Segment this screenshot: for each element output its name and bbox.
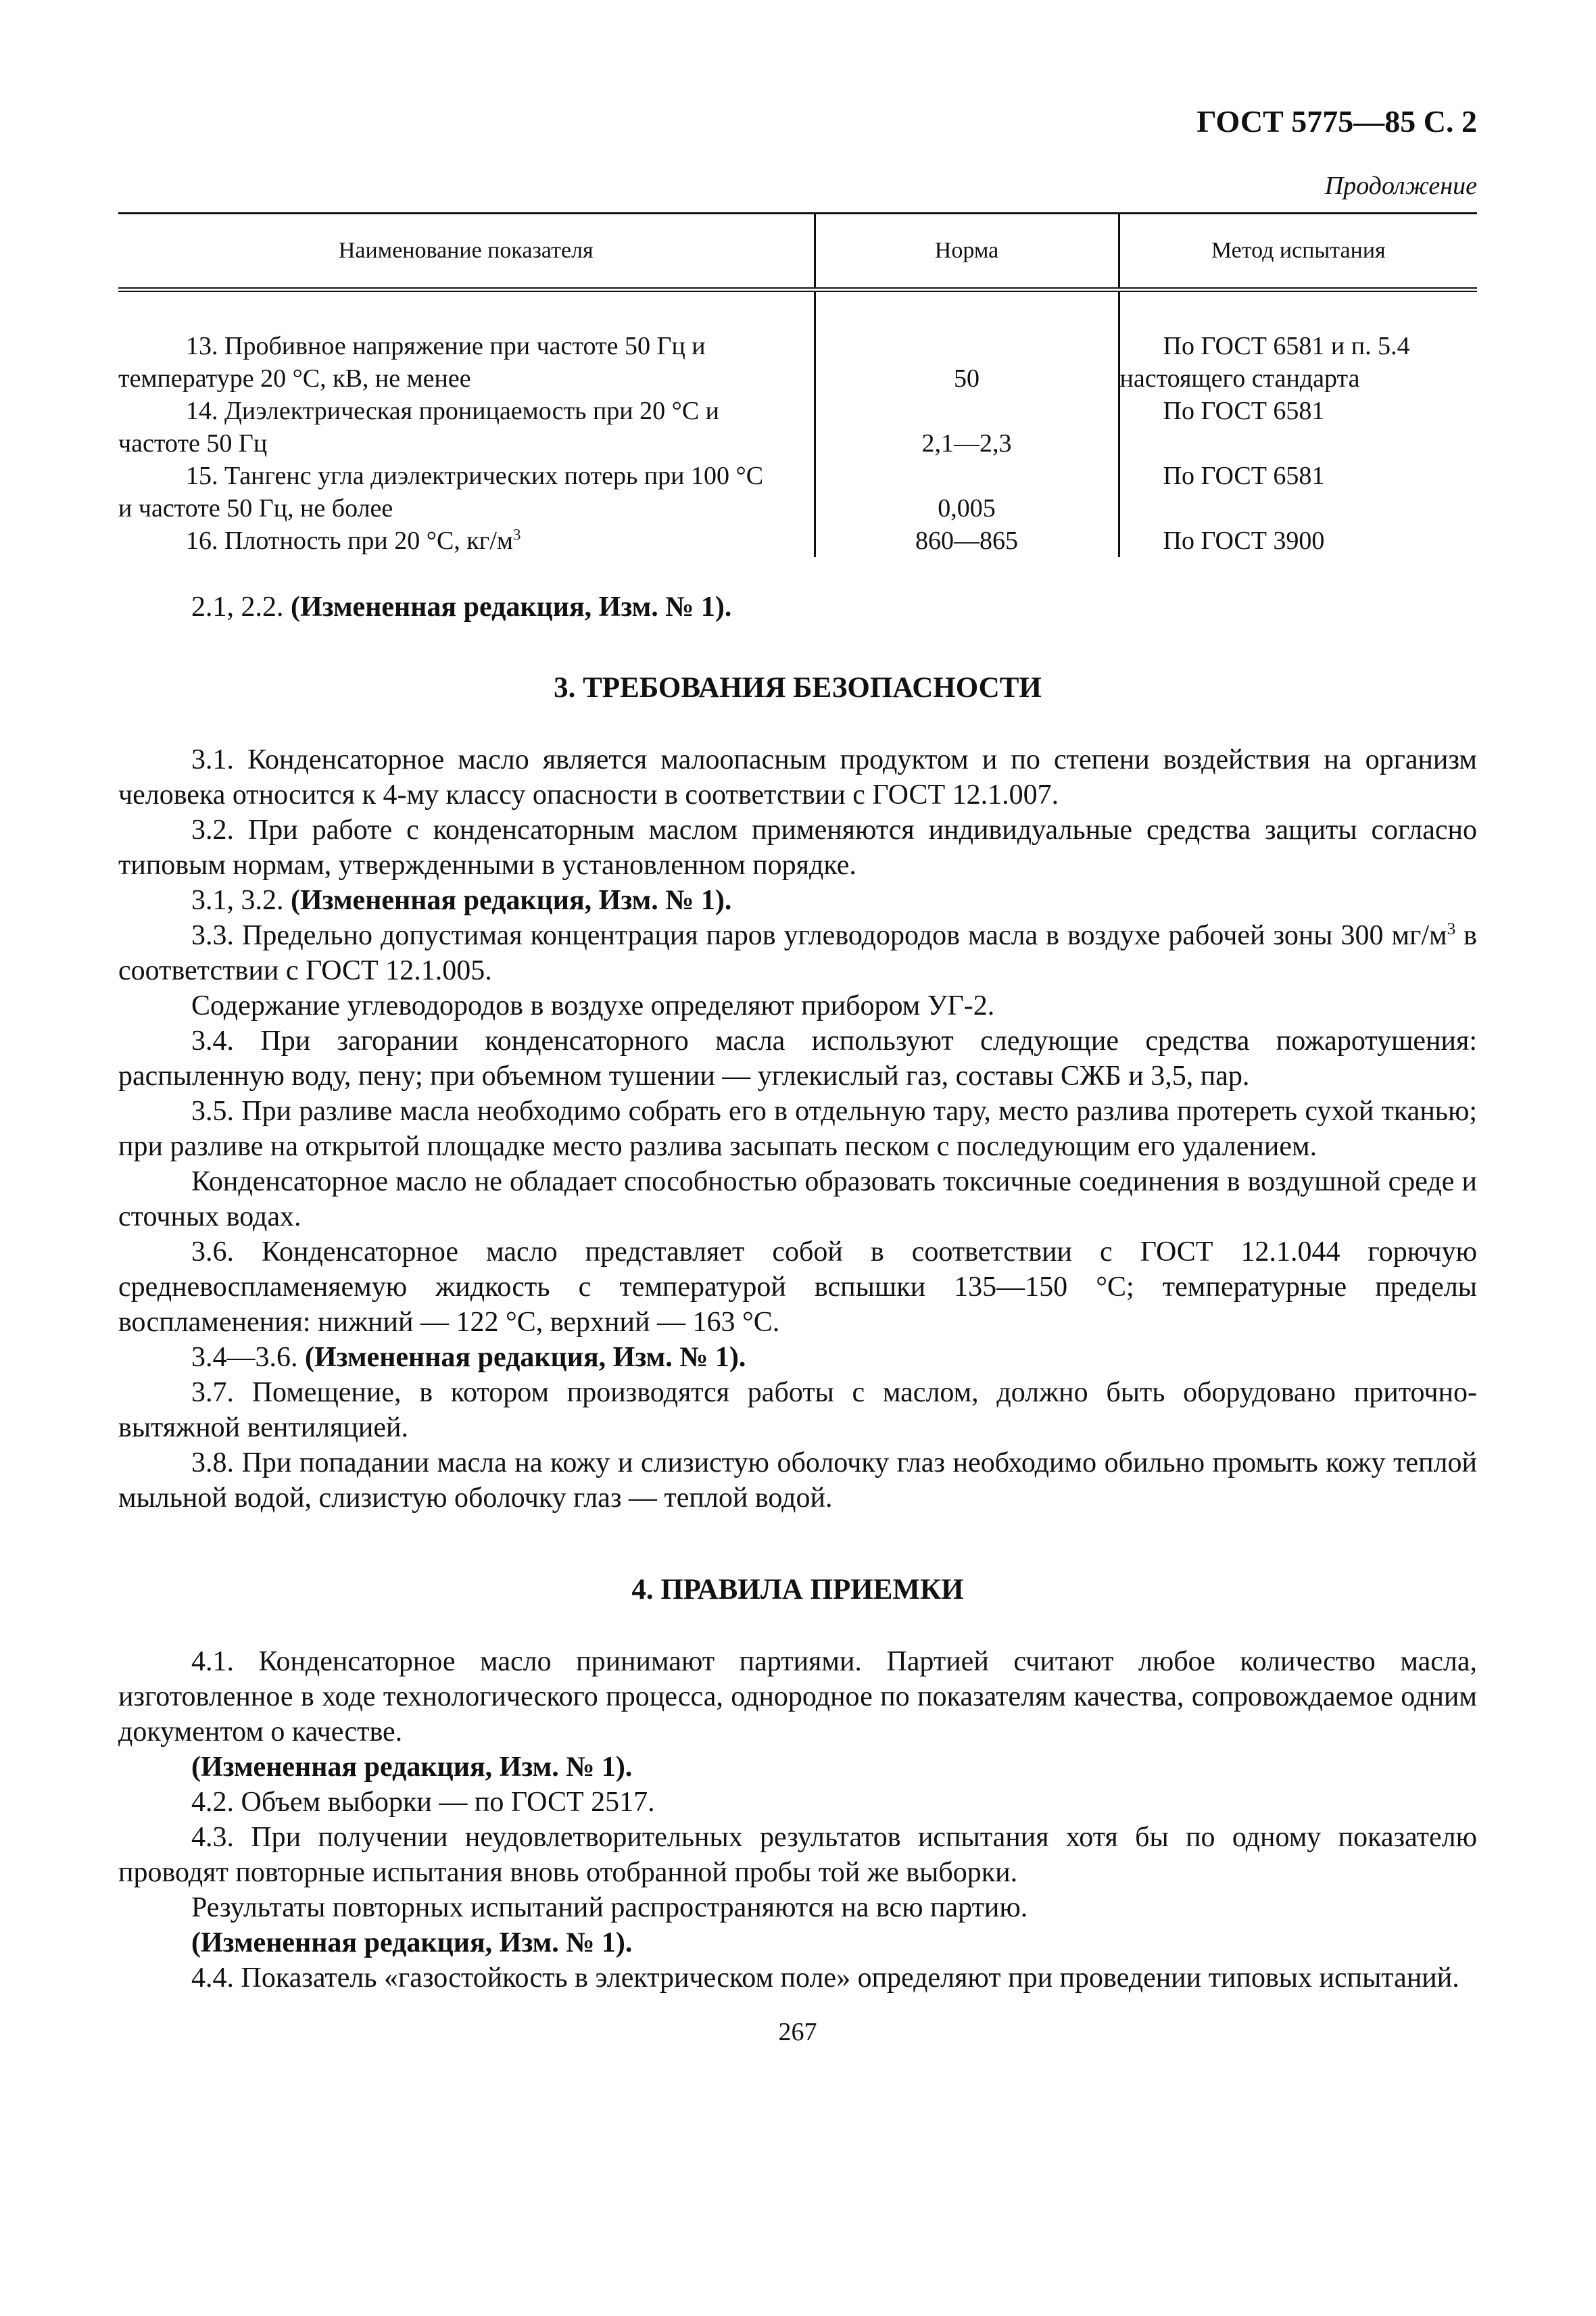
amendment-note-3-1-3-2: 3.1, 3.2. (Измененная редакция, Изм. № 1). (191, 885, 732, 916)
table-header-row (118, 214, 1477, 290)
column-header-method: Метод испытания (1119, 214, 1477, 290)
paragraph-3-4: 3.4. При загорании конденсаторного масла используют следующие средства пожаротушения: распыленную воду, пену; при объемном тушении — углекислый газ, составы СЖБ и 3,5, пар. (118, 1026, 1477, 1092)
row-13-method: По ГОСТ 6581 и п. 5.4 настоящего стандарта (1119, 290, 1477, 395)
amendment-note-2: 2.1, 2.2. (Измененная редакция, Изм. № 1). (191, 592, 732, 623)
row-16-name: 16. Плотность при 20 °С, $кг/м^3$ (186, 526, 521, 555)
table-row (118, 395, 1477, 460)
amendment-note-4-3: (Измененная редакция, Изм. № 1). (191, 1927, 633, 1958)
row-14-name: 14. Диэлектрическая проницаемость при 20 °С и частоте 50 Гц (118, 397, 720, 458)
row-14-method: По ГОСТ 6581 (1119, 395, 1477, 460)
paragraph-4-4: 4.4. Показатель «газостойкость в электрическом поле» определяют при проведении типовых испытаний. (191, 1962, 1459, 1994)
paragraph-3-3: 3.3. Предельно допустимая концентрация паров углеводородов масла в воздухе рабочей зоны 300 $мг/м^3$ в соответствии с ГОСТ 12.1.005. (118, 920, 1477, 986)
amendment-note-3-4-3-6: 3.4—3.6. (Измененная редакция, Изм. № 1). (191, 1342, 746, 1373)
continuation-label: Продолжение (1324, 172, 1477, 200)
paragraph-3-2: 3.2. При работе с конденсаторным маслом применяются индивидуальные средства защиты согласно типовым нормам, утвержденными в установленном порядке. (118, 815, 1477, 881)
paragraph-3-1: 3.1. Конденсаторное масло является малоопасным продуктом и по степени воздействия на организм человека относится к 4-му классу опасности в соответствии с ГОСТ 12.1.007. (118, 744, 1477, 811)
row-15-method: По ГОСТ 6581 (1119, 460, 1477, 525)
paragraph-3-5: 3.5. При разливе масла необходимо собрать его в отдельную тару, место разлива протереть сухой тканью; при разливе на открытой площадке место разлива засыпать песком с последующим его удалением. (118, 1096, 1477, 1162)
row-16-method: По ГОСТ 3900 (1119, 525, 1477, 557)
paragraph-3-5-b: Конденсаторное масло не обладает способностью образовать токсичные соединения в воздушной среде и сточных водах. (118, 1166, 1477, 1232)
paragraph-3-7: 3.7. Помещение, в котором производятся работы с маслом, должно быть оборудовано приточно-вытяжной вентиляцией. (118, 1377, 1477, 1443)
row-16-norm: 860—865 (815, 525, 1119, 557)
document-code-header: ГОСТ 5775—85 С. 2 (1196, 104, 1477, 139)
column-header-norm: Норма (815, 214, 1119, 290)
page-number: 267 (778, 2018, 817, 2046)
table-row (118, 460, 1477, 525)
paragraph-4-3: 4.3. При получении неудовлетворительных результатов испытания хотя бы по одному показателю проводят повторные испытания вновь отобранной пробы той же выборки. (118, 1822, 1477, 1888)
paragraph-3-3-b: Содержание углеводородов в воздухе определяют прибором УГ-2. (191, 990, 995, 1021)
paragraph-3-8: 3.8. При попадании масла на кожу и слизистую оболочку глаз необходимо обильно промыть кожу теплой мыльной водой, слизистую оболочку глаз — теплой водой. (118, 1447, 1477, 1514)
section-3-title: 3. ТРЕБОВАНИЯ БЕЗОПАСНОСТИ (554, 672, 1042, 704)
column-header-name: Наименование показателя (118, 214, 815, 290)
properties-table (118, 212, 1477, 557)
row-14-norm: 2,1—2,3 (815, 395, 1119, 460)
paragraph-4-2: 4.2. Объем выборки — по ГОСТ 2517. (191, 1787, 655, 1818)
document-page (118, 101, 1477, 2048)
section-4-title: 4. ПРАВИЛА ПРИЕМКИ (631, 1574, 964, 1606)
paragraph-4-1: 4.1. Конденсаторное масло принимают партиями. Партией считают любое количество масла, изготовленное в ходе технологического процесса, однородное по показателям качества, сопровождаемое одним документом о качестве. (118, 1646, 1477, 1747)
row-13-norm: 50 (815, 290, 1119, 395)
paragraph-4-3-b: Результаты повторных испытаний распространяются на всю партию. (191, 1892, 1028, 1923)
amendment-note-4-1: (Измененная редакция, Изм. № 1). (191, 1752, 633, 1783)
table-row (118, 290, 1477, 395)
table-row (118, 525, 1477, 557)
paragraph-3-6: 3.6. Конденсаторное масло представляет собой в соответствии с ГОСТ 12.1.044 горючую средневоспламеняемую жидкость с температурой вспышки 135—150 °С; температурные пределы воспламенения: нижний — 122 °С, верхний — 163 °С. (118, 1236, 1477, 1338)
row-15-name: 15. Тангенс угла диэлектрических потерь при 100 °С и частоте 50 Гц, не более (118, 462, 764, 523)
row-13-name: 13. Пробивное напряжение при частоте 50 Гц и температуре 20 °С, кВ, не менее (118, 332, 706, 393)
row-15-norm: 0,005 (815, 460, 1119, 525)
